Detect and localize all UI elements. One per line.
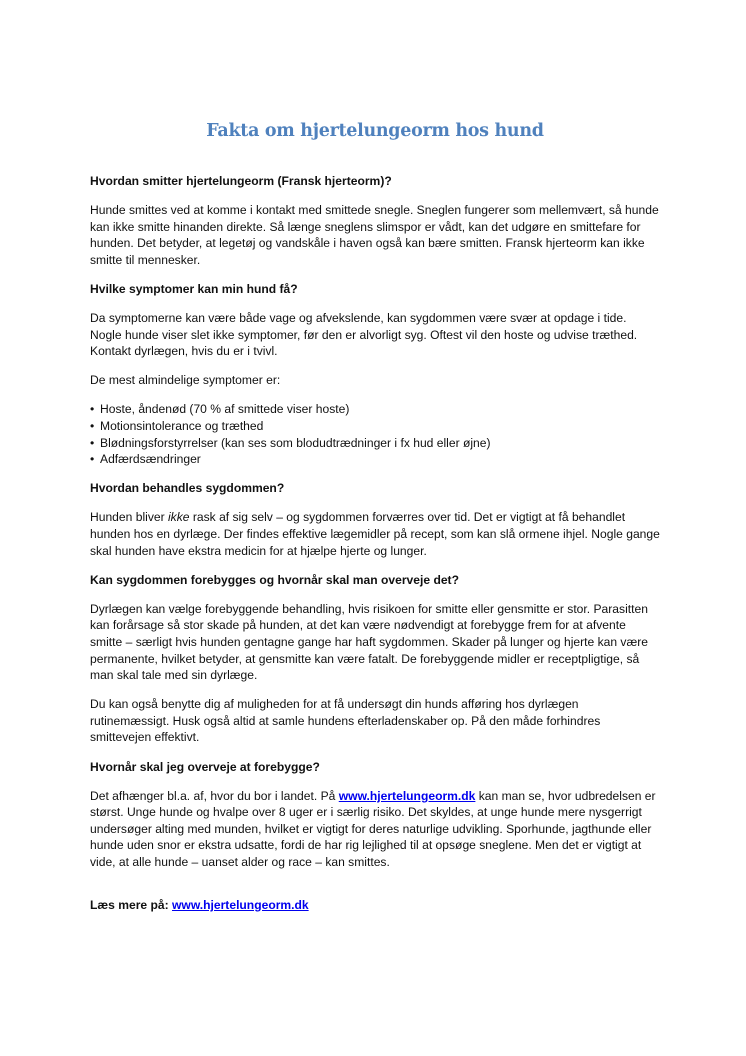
hjertelungeorm-link[interactable]: www.hjertelungeorm.dk — [338, 788, 476, 803]
read-more-link[interactable]: www.hjertelungeorm.dk — [172, 897, 309, 912]
list-item — [90, 435, 660, 452]
list-item — [90, 451, 660, 468]
prevent-text-end: kan man se, hvor udbredelsen er størst. Unge hunde og hvalpe over 8 uger er i særlig risiko. Det skyldes, at unge hunde mere nysgerrigt undersøger alting med munden, hvilket er vigtigt for deres naturlige udvikling. Sporhunde, jagthunde eller hunde uden snor er ekstra udsatte, fordi de har rig lejlighed til at opsøge sneglene. Men det er vigtigt at vide, at alle hunde – uanset alder og race – kan smittes. — [90, 788, 656, 869]
paragraph-treatment — [90, 509, 660, 559]
symptom-text: Blødningsforstyrrelser (kan ses som blodudtrædninger i fx hud eller øjne) — [100, 435, 491, 450]
bullet-icon: • — [90, 435, 95, 450]
document-content — [90, 118, 660, 913]
paragraph-symptoms-intro: De mest almindelige symptomer er: — [90, 373, 281, 388]
paragraph-prevention: Dyrlægen kan vælge forebyggende behandling, hvis risikoen for smitte eller gensmitte er stor. Parasitten kan forårsage så stor skade på hunden, at det kan være nødvendigt at forebygge frem for at afvente smitte – særligt hvis hunden gentagne gange har haft sygdommen. Skader på lunger og hjerte kan være permanente, hvilket betyder, at gensmitte kan være fatalt. De forebyggende midler er receptpligtige, så man skal tale med sin dyrlæge. — [90, 601, 648, 683]
symptom-text: Hoste, åndenød (70 % af smittede viser hoste) — [100, 402, 350, 417]
symptom-list — [90, 401, 660, 467]
bullet-icon: • — [90, 402, 95, 417]
symptom-text: Adfærdsændringer — [100, 452, 201, 467]
symptom-text: Motionsintolerance og træthed — [100, 419, 264, 434]
list-item — [90, 418, 660, 435]
read-more-line — [90, 897, 660, 914]
treatment-text-start: Hunden bliver — [90, 510, 168, 525]
bullet-icon: • — [90, 452, 95, 467]
paragraph-prevention-tips: Du kan også benytte dig af muligheden for at få undersøgt din hunds afføring hos dyrlægen rutinemæssigt. Husk også altid at samle hundens efterladenskaber op. På den måde forhindres smittevejen effektivt. — [90, 697, 601, 745]
prevent-text-start: Det afhænger bl.a. af, hvor du bor i landet. På — [90, 788, 339, 803]
paragraph-transmission: Hunde smittes ved at komme i kontakt med smittede snegle. Sneglen fungerer som mellemvært, så hunde kan ikke smitte hinanden direkte. Så længe sneglens slimspor er vådt, kan det udgøre en smittefare for hunden. Det betyder, at legetøj og vandskåle i haven også kan bære smitten. Fransk hjerteorm kan ikke smitte til mennesker. — [90, 203, 659, 267]
section-heading-transmission: Hvordan smitter hjertelungeorm (Fransk hjerteorm)? — [90, 174, 392, 188]
paragraph-symptoms: Da symptomerne kan være både vage og afvekslende, kan sygdommen være svær at opdage i tide. Nogle hunde viser slet ikke symptomer, før den er alvorligt syg. Oftest vil den hoste og udvise træthed. Kontakt dyrlægen, hvis du er i tvivl. — [90, 311, 638, 359]
paragraph-when-to-prevent — [90, 788, 660, 871]
treatment-emphasis: ikke — [167, 510, 190, 525]
section-heading-symptoms: Hvilke symptomer kan min hund få? — [90, 281, 298, 296]
treatment-text-end: rask af sig selv – og sygdommen forværres over tid. Det er vigtigt at få behandlet hunden hos en dyrlæge. Der findes effektive lægemidler på recept, som kan slå ormene ihjel. Nogle gange skal hunden have ekstra medicin for at hjælpe hjerte og lunger. — [90, 510, 660, 558]
section-heading-when-to-prevent: Hvornår skal jeg overveje at forebygge? — [90, 759, 320, 774]
document-title: Fakta om hjertelungeorm hos hund — [206, 121, 544, 141]
section-heading-treatment: Hvordan behandles sygdommen? — [90, 481, 285, 496]
section-heading-prevention: Kan sygdommen forebygges og hvornår skal man overveje det? — [90, 572, 459, 587]
list-item — [90, 401, 660, 418]
read-more-label: Læs mere på: — [90, 897, 172, 912]
bullet-icon: • — [90, 419, 95, 434]
